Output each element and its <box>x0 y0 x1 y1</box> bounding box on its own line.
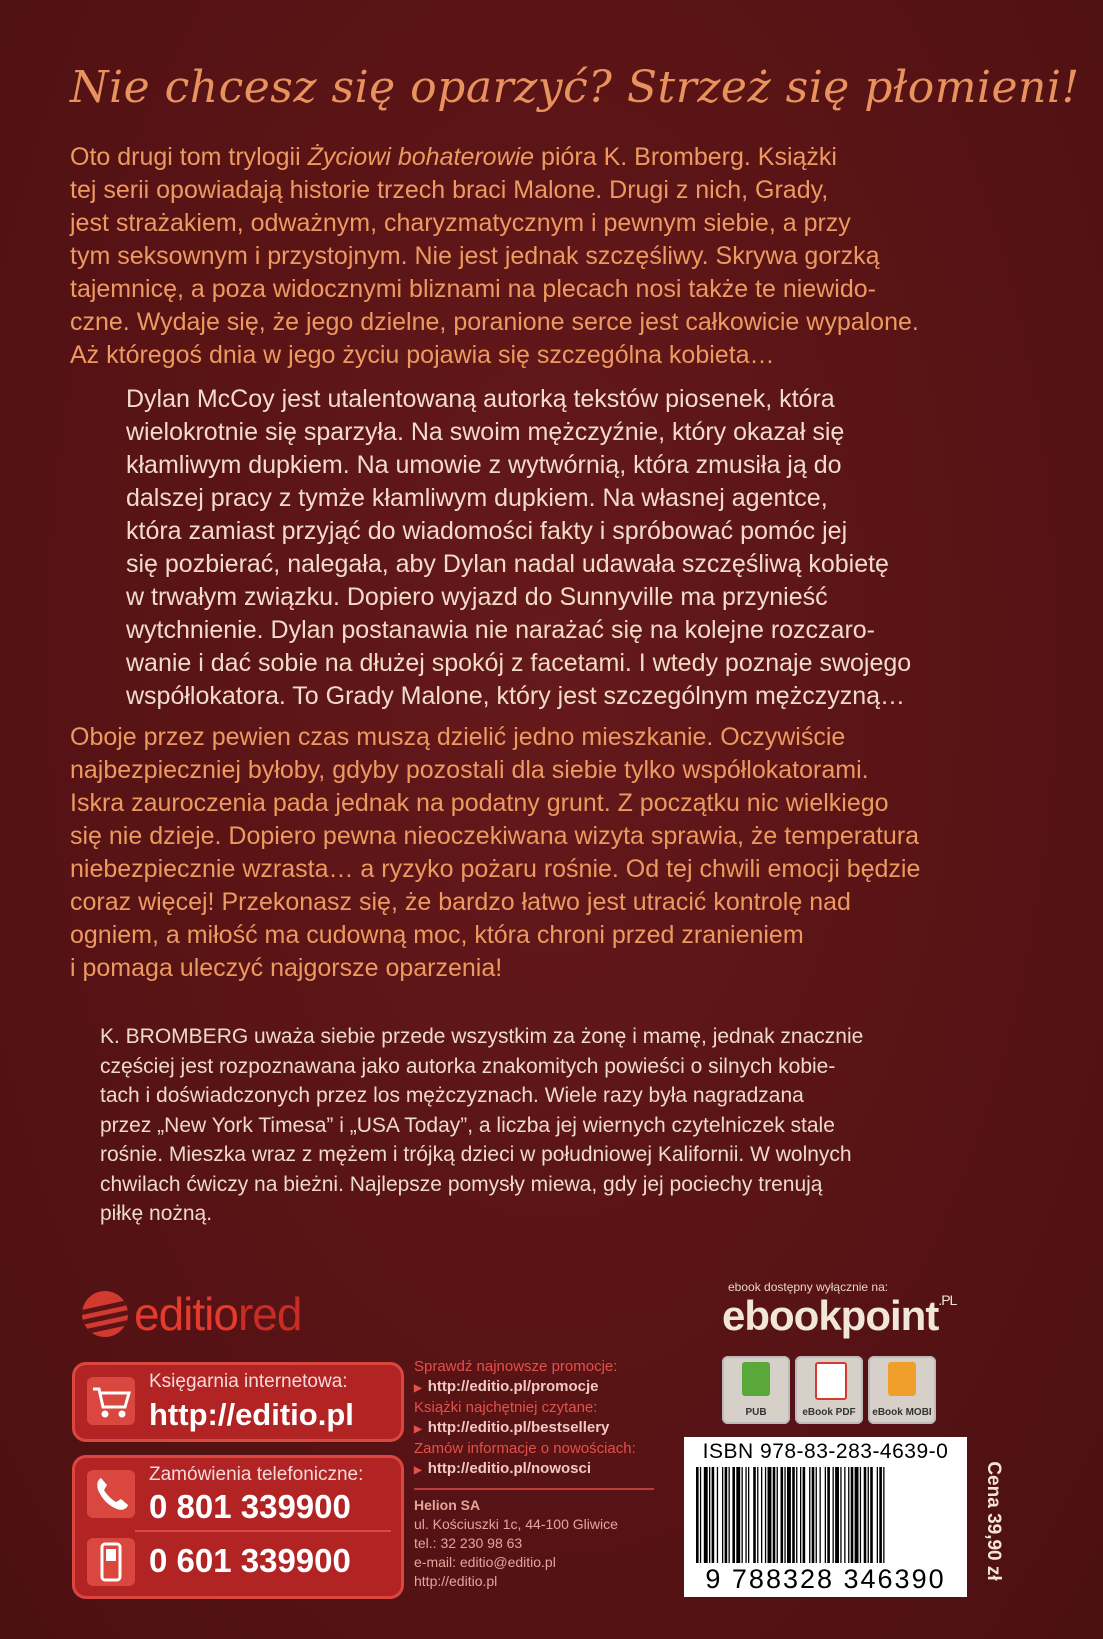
barcode-bar <box>729 1467 730 1563</box>
middle-line: się pozbierać, nalegała, aby Dylan nadal udawała szczęśliwą kobietę <box>126 550 889 578</box>
barcode-bar <box>800 1467 801 1563</box>
phone-orders-box <box>72 1455 404 1599</box>
middle-line: wytchnienie. Dylan postanawia nie narażać się na kolejne rozczaro- <box>126 616 876 644</box>
intro-paragraph <box>70 141 919 372</box>
landline-number[interactable]: 0 801 339900 <box>149 1488 351 1525</box>
epub-format-icon: PUB <box>722 1356 790 1424</box>
closing-line: coraz więcej! Przekonasz się, że bardzo łatwo jest utracić kontrolę nad <box>70 888 851 916</box>
website[interactable]: http://editio.pl <box>414 1573 498 1589</box>
barcode-bar <box>883 1467 884 1563</box>
flame-logo-icon <box>82 1291 128 1337</box>
bio-line: przez „New York Timesa” i „USA Today”, a liczba jej wiernych czytelniczek stale <box>100 1113 835 1137</box>
bio-line: tach i doświadczonych przez los mężczyznach. Wiele razy była nagradzana <box>100 1084 804 1107</box>
barcode-bar <box>722 1467 723 1563</box>
closing-paragraph <box>70 721 920 985</box>
barcode-bar <box>840 1467 841 1563</box>
middle-line: która zamiast przyjąć do wiadomości fakty i spróbować pomóc jej <box>126 517 848 545</box>
middle-line: Dylan McCoy jest utalentowaną autorką tekstów piosenek, która <box>126 385 835 413</box>
tagline: Nie chcesz się oparzyć? Strzeż się płomieni! <box>70 62 1080 113</box>
company-name: Helion SA <box>414 1497 481 1513</box>
barcode-bar <box>765 1467 766 1563</box>
street-address: ul. Kościuszki 1c, 44-100 Gliwice <box>414 1516 618 1532</box>
price-label: Cena 39,90 zł <box>983 1461 1004 1581</box>
shop-url-link[interactable]: http://editio.pl <box>149 1397 354 1432</box>
closing-line: ogniem, a miłość ma cudowną moc, która chroni przed zranieniem <box>70 921 804 949</box>
bio-line: częściej jest rozpoznawana jako autorka znakomitych powieści o silnych kobie- <box>100 1054 836 1078</box>
closing-line: się nie dzieje. Dopiero pewna nieoczekiwana wizyta sprawia, że temperatura <box>70 822 920 850</box>
middle-line: kłamliwym dupkiem. Na umowie z wytwórnią, która zmusiła ją do <box>126 451 842 479</box>
barcode-bar <box>732 1467 735 1563</box>
barcode-bar <box>757 1467 758 1563</box>
promo-link[interactable]: ▶ http://editio.pl/promocje <box>414 1377 636 1399</box>
phone-label: Zamówienia telefoniczne: <box>149 1464 364 1485</box>
online-shop-box <box>72 1362 404 1442</box>
barcode-bar <box>753 1467 756 1563</box>
promo-links <box>414 1357 636 1480</box>
barcode-bar <box>816 1467 817 1563</box>
closing-line: niebezpiecznie wzrasta… a ryzyko pożaru rośnie. Od tej chwili emocji będzie <box>70 855 921 883</box>
email[interactable]: e-mail: editio@editio.pl <box>414 1554 556 1570</box>
mobile-number[interactable]: 0 601 339900 <box>149 1542 351 1579</box>
barcode-bar <box>781 1467 784 1563</box>
barcode-bar <box>712 1467 715 1563</box>
intro-line: tym seksownym i przystojnym. Nie jest jednak szczęśliwy. Skrywa gorzką <box>70 242 880 270</box>
telephone: tel.: 32 230 98 63 <box>414 1535 523 1551</box>
closing-line: Iskra zauroczenia pada jednak na podatny grunt. Z początku nic wielkiego <box>70 789 889 817</box>
barcode-bar <box>848 1467 849 1563</box>
closing-line: Oboje przez pewien czas muszą dzielić jedno mieszkanie. Oczywiście <box>70 723 846 751</box>
barcode-bar <box>868 1467 869 1563</box>
barcode-bar <box>833 1467 834 1563</box>
middle-line: dalszej pracy z tymże kłamliwym dupkiem. Na własnej agentce, <box>126 484 828 512</box>
barcode-bar <box>796 1467 797 1563</box>
barcode-bar <box>864 1467 867 1563</box>
barcode-bar <box>827 1467 830 1563</box>
intro-line: jest strażakiem, odważnym, charyzmatycznym i pewnym siebie, a przy <box>70 209 851 237</box>
closing-line: i pomaga uleczyć najgorsze oparzenia! <box>70 954 503 982</box>
barcode-bar <box>696 1467 699 1563</box>
ebookpoint-logo: ebookpoint$^{.PL}$ <box>722 1292 957 1339</box>
barcode-bar <box>870 1467 873 1563</box>
barcode-bar <box>742 1467 743 1563</box>
shopping-cart-icon <box>87 1377 135 1425</box>
mobile-phone-icon <box>87 1538 135 1586</box>
mobi-format-icon: eBook MOBI <box>868 1356 936 1424</box>
barcode-bar <box>803 1467 806 1563</box>
barcode-bar <box>784 1467 785 1563</box>
barcode-bar <box>812 1467 815 1563</box>
ebook-formats <box>722 1356 936 1424</box>
middle-line: w trwałym związku. Dopiero wyjazd do Sunnyville ma przynieść <box>126 583 828 611</box>
bio-line: piłkę nożną. <box>100 1202 213 1225</box>
barcode-bar <box>725 1467 728 1563</box>
barcode-bar <box>855 1467 859 1563</box>
editio-red-logo <box>82 1289 301 1339</box>
news-link[interactable]: ▶ http://editio.pl/nowosci <box>414 1459 636 1481</box>
bestsellers-heading: Książki najchętniej czytane: <box>414 1399 598 1416</box>
barcode-bars <box>696 1467 955 1563</box>
barcode-bar <box>736 1467 740 1563</box>
barcode-bar <box>792 1467 795 1563</box>
author-bio <box>100 1022 863 1229</box>
barcode-bar <box>851 1467 854 1563</box>
pdf-format-icon: eBook PDF <box>795 1356 863 1424</box>
barcode-bar <box>809 1467 810 1563</box>
barcode-bar <box>777 1467 778 1563</box>
phone-divider <box>135 1530 391 1532</box>
ebook-availability-note: ebook dostępny wyłącznie na: <box>728 1280 889 1294</box>
bio-line: K. BROMBERG uważa siebie przede wszystkim za żonę i mamę, jednak znacznie <box>100 1025 864 1048</box>
barcode-bar <box>773 1467 776 1563</box>
phone-icon <box>87 1470 135 1518</box>
barcode-bar <box>820 1467 821 1563</box>
bestsellers-link[interactable]: ▶ http://editio.pl/bestsellery <box>414 1418 636 1440</box>
logo-wordmark: editiored <box>134 1288 302 1340</box>
barcode-bar <box>709 1467 710 1563</box>
barcode-bar <box>704 1467 708 1563</box>
barcode-bar <box>768 1467 772 1563</box>
middle-line: współlokatora. To Grady Malone, który jest szczególnym mężczyzną… <box>126 682 906 710</box>
bio-line: chwilach ćwiczy na bieżni. Najlepsze pomysły miewa, gdy jej pociechy trenują <box>100 1172 823 1196</box>
barcode-bar <box>879 1467 882 1563</box>
barcode-bar <box>717 1467 718 1563</box>
barcode-bar <box>761 1467 762 1563</box>
publisher-address <box>414 1496 618 1591</box>
intro-line: tej serii opowiadają historie trzech braci Malone. Drugi z nich, Grady, <box>70 176 829 204</box>
intro-line: tajemnicę, a poza widocznymi bliznami na plecach nosi także te niewido- <box>70 275 876 303</box>
barcode-bar <box>700 1467 701 1563</box>
barcode-bar <box>835 1467 839 1563</box>
intro-line: Aż któregoś dnia w jego życiu pojawia się szczególna kobieta… <box>70 341 775 369</box>
barcode-bar <box>860 1467 861 1563</box>
middle-paragraph <box>126 383 911 713</box>
closing-line: najbezpieczniej byłoby, gdyby pozostali dla siebie tylko współlokatorami. <box>70 756 869 784</box>
promo-separator <box>414 1488 654 1490</box>
barcode-bar <box>745 1467 746 1563</box>
isbn-text: ISBN 978-83-283-4639-0 <box>702 1440 949 1463</box>
middle-line: wanie i dać sobie na dłużej spokój z facetami. I wtedy poznaje swojego <box>126 649 912 677</box>
intro-line: czne. Wydaje się, że jego dzielne, poranione serce jest całkowicie wypalone. <box>70 308 919 336</box>
barcode-bar <box>748 1467 749 1563</box>
promo-heading: Sprawdź najnowsze promocje: <box>414 1358 618 1375</box>
isbn-barcode <box>684 1437 967 1597</box>
barcode-bar <box>844 1467 845 1563</box>
shop-label: Księgarnia internetowa: <box>149 1371 348 1392</box>
middle-line: wielokrotnie się sparzyła. Na swoim mężczyźnie, który okazał się <box>126 418 845 446</box>
barcode-bar <box>877 1467 878 1563</box>
bio-line: rośnie. Mieszka wraz z mężem i trójką dzieci w południowej Kalifornii. W wolnych <box>100 1143 852 1166</box>
intro-line: Oto drugi tom trylogii Życiowi bohaterowie pióra K. Bromberg. Książki <box>70 143 837 171</box>
barcode-bar <box>787 1467 791 1563</box>
isbn-digits: 9 788328 346390 <box>705 1564 946 1594</box>
barcode-bar <box>825 1467 826 1563</box>
news-heading: Zamów informacje o nowościach: <box>414 1440 636 1457</box>
